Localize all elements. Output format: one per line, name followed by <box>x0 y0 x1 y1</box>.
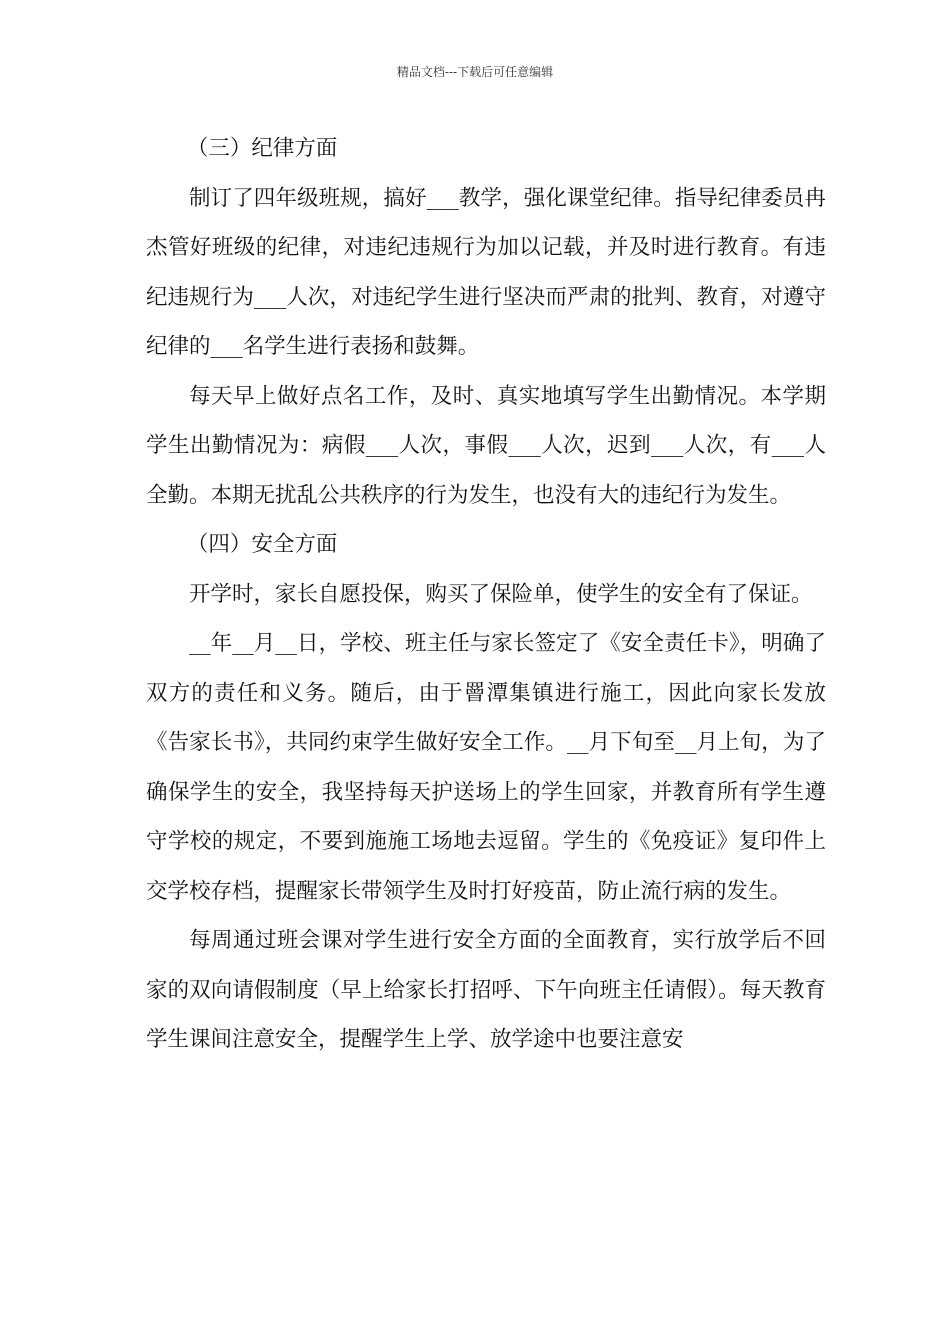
section-heading-safety: （四）安全方面 <box>186 532 338 557</box>
page-header: 精品文档---下载后可任意编辑 <box>396 65 554 79</box>
paragraph-weekly-education: 每周通过班会课对学生进行安全方面的全面教育，实行放学后不回家的双向请假制度（早上给家长打招呼、下午向班主任请假）。每天教育学生课间注意安全，提醒学生上学、放学途中也要注意安 <box>146 928 826 1052</box>
paragraph-insurance: 开学时，家长自愿投保，购买了保险单，使学生的安全有了保证。 <box>189 581 813 607</box>
paragraph-attendance: 每天早上做好点名工作，及时、真实地填写学生出勤情况。本学期学生出勤情况为：病假___人次，事假___人次，迟到___人次，有___人全勤。本期无扰乱公共秩序的行为发生，也没有大的违纪行为发生。 <box>146 383 826 508</box>
section-heading-discipline: （三）纪律方面 <box>186 136 338 161</box>
document-body <box>146 124 826 1065</box>
paragraph-safety-card: __年__月__日，学校、班主任与家长签定了《安全责任卡》，明确了双方的责任和义务。随后，由于罾潭集镇进行施工，因此向家长发放《告家长书》，共同约束学生做好安全工作。__月下旬至__月上旬，为了确保学生的安全，我坚持每天护送场上的学生回家，并教育所有学生遵守学校的规定，不要到施施工场地去逗留。学生的《免疫证》复印件上交学校存档，提醒家长带领学生及时打好疫苗，防止流行病的发生。 <box>146 631 826 904</box>
paragraph-discipline-rules: 制订了四年级班规，搞好___教学，强化课堂纪律。指导纪律委员冉杰管好班级的纪律，对违纪违规行为加以记载，并及时进行教育。有违纪违规行为___人次，对违纪学生进行坚决而严肃的批判、教育，对遵守纪律的___名学生进行表扬和鼓舞。 <box>146 185 826 359</box>
